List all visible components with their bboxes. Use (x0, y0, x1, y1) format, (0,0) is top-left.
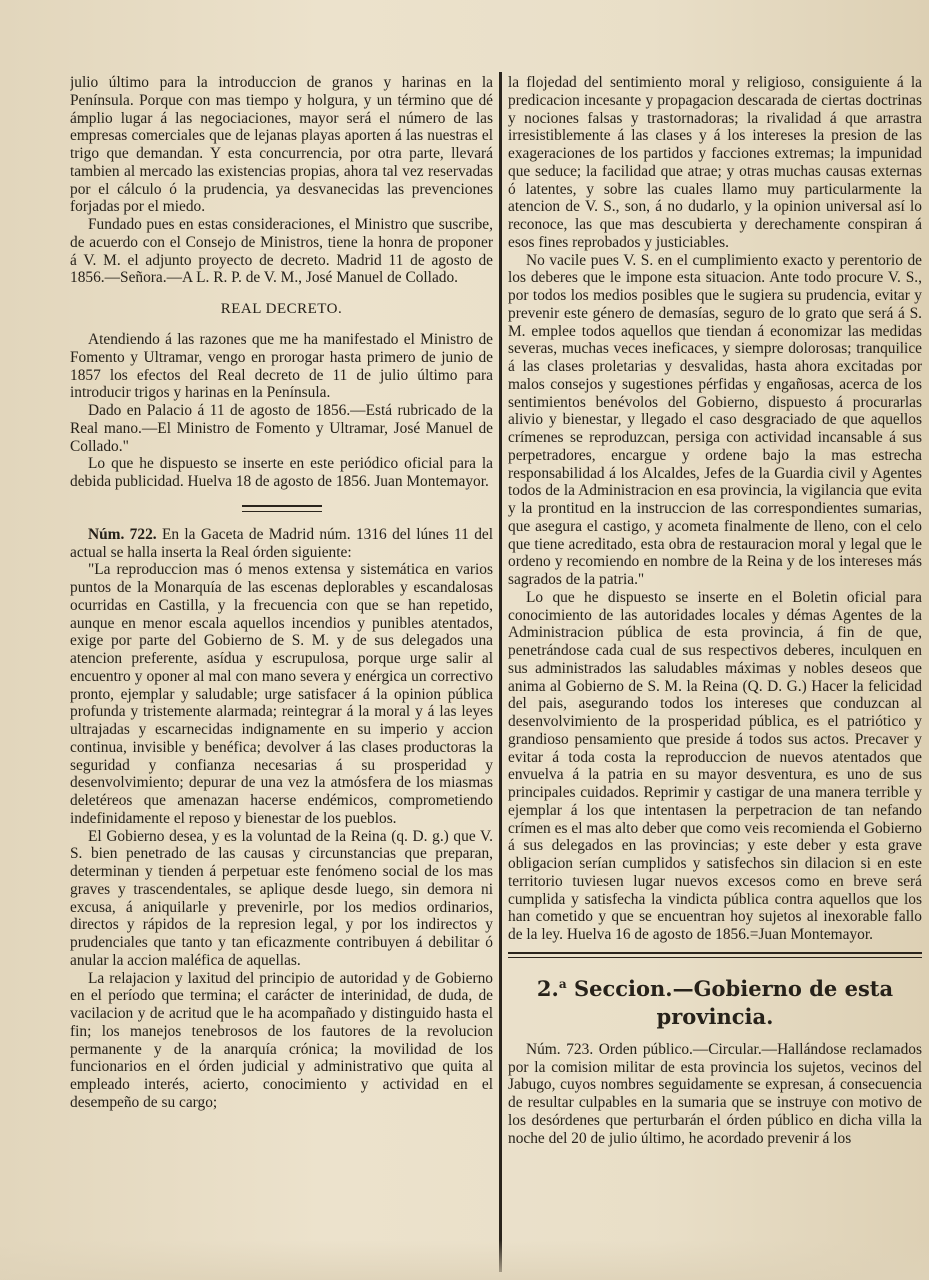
section-superscript: a (558, 976, 567, 991)
right-column (508, 74, 922, 1147)
paragraph-decree-signature: Dado en Palacio á 11 de agosto de 1856.—Está rubricado de la Real mano.—El Ministro de Fomento y Ultramar, José Manuel de Collado." (70, 402, 493, 455)
scan-bottom-shadow (0, 1240, 929, 1280)
paragraph-causes-continued: la flojedad del sentimiento moral y religioso, consiguiente á la predicacion incesante y propagacion descarada de ciertas doctrinas y nociones falsas y trastornadoras; la rivalidad á que arrastra irresistiblemente á las clases y á los intereses la presion de las exageraciones de los partidos y facciones extremas; la impunidad que seduce; la facilidad que atrae; y otras muchas causas externas ó latentes, y sobre las cuales llamo muy particularmente la atencion de V. S., son, á no dudarlo, y la opinion universal así lo reconoce, las que mas descubierta y derechamente conspiran á esos fines reprobados y justiciables. (508, 74, 922, 251)
paragraph-government-wish: El Gobierno desea, y es la voluntad de la Reina (q. D. g.) que V. S. bien penetrado de las causas y circunstancias que preparan, determinan y tienden á perpetuar este fenómeno social de los mas graves y trascendentales, se aplique desde luego, sin demora ni excusa, á aniquilarle y prevenirle, por los medios ordinarios, directos y rápidos de la represion legal, y por los indirectos y prudenciales que tanto y tan eficazmente contribuyen á debilitar ó anular la accion maléfica de aquellas. (70, 827, 493, 969)
num-722-text: En la Gaceta de Madrid núm. 1316 del lúnes 11 del actual se halla inserta la Real órden siguiente: (70, 525, 493, 561)
paragraph-num-722 (70, 526, 493, 562)
heading-real-decreto: REAL DECRETO. (220, 301, 343, 317)
paragraph-causes-list: La relajacion y laxitud del principio de autoridad y de Gobierno en el período que termina; el carácter de interinidad, de duda, de vacilacion y de acritud que le ha acompañado y distinguido hasta el fin; los manejos tenebrosos de los fautores de la revolucion permanente y de la anarquía crónica; la movilidad de los funcionarios en el órden judicial y administrativo que quita al empleado interés, acierto, conocimiento y actividad en el desempeño de su cargo; (70, 969, 493, 1111)
item-number-722: Núm. 722. (88, 525, 157, 543)
item-number-723: Núm. 723. (526, 1040, 594, 1058)
paragraph-publication-order: Lo que he dispuesto se inserte en este periódico oficial para la debida publicidad. Huelva 18 de agosto de 1856. Juan Montemayor. (70, 455, 493, 490)
section-number: 2. (536, 975, 559, 1001)
section-rule (508, 952, 922, 958)
left-column (70, 74, 493, 1112)
separator-rule (242, 505, 322, 512)
paragraph-num-723 (508, 1041, 922, 1148)
column-divider (499, 72, 502, 1272)
section-heading (508, 970, 922, 1031)
section-title-text: Seccion.—Gobierno de esta provincia. (573, 975, 894, 1029)
paragraph-minister-proposal: Fundado pues en estas consideraciones, el Ministro que suscribe, de acuerdo con el Consejo de Ministros, tiene la honra de proponer á V. M. el adjunto proyecto de decreto. Madrid 11 de agosto de 1856.—Señora.—A L. R. P. de V. M., José Manuel de Collado. (70, 216, 493, 287)
paragraph-grain-import: julio último para la introduccion de granos y harinas en la Península. Porque con mas tiempo y holgura, y un término que dé ámplio lugar á las negociaciones, mayor será el número de las empresas comerciales que de lejanas playas aporten á las nuestras el trigo que demandan. Y esta concurrencia, por otra parte, llevará tambien al mercado las existencias propias, ahora tal vez reservadas por el cálculo ó la prudencia, ya desvanecidas las prevenciones forjadas por el miedo. (70, 74, 493, 216)
paragraph-boletin-order: Lo que he dispuesto se inserte en el Boletin oficial para conocimiento de las autoridades locales y démas Agentes de la Administracion pública de esta provincia, á fin de que, penetrándose cada cual de sus respectivos deberes, inculquen en sus administrados las saludables máximas y nobles deseos que anima al Gobierno de S. M. la Reina (Q. D. G.) Hacer la felicidad del pais, asegurando todos los intereses que conduzcan al desenvolvimiento de la prosperidad pública, es el patriótico y grandioso pensamiento que preside á todos sus actos. Precaver y evitar á toda costa la reproduccion de nuevos atentados que envuelva á la patria en su mayor desventura, es uno de sus principales cuidados. Reprimir y castigar de una manera terrible y ejemplar á los que intentasen la perpetracion de tan nefando crímen es el mas alto deber que como veis recomienda el Gobierno á sus delegados en las provincias; y este deber y esta grave obligacion serían cumplidos y satisfechos sin dilacion si en este territorio tuviesen lugar nuevos excesos como en breve será cumplida y satisfecha la vindicta pública contra aquellos que los han cometido y que se encuentran hoy sujetos al inexorable fallo de la ley. Huelva 16 de agosto de 1856.=Juan Montemayor. (508, 588, 922, 943)
paragraph-duties: No vacile pues V. S. en el cumplimiento exacto y perentorio de los deberes que le impone esta situacion. Ante todo procure V. S., por todos los medios posibles que le sugiera su prudencia, evitar y prevenir este género de demasías, seguro de lo grato que será á S. M. emplee todos aquellos que tiendan á economizar las medidas severas, muchas veces ineficaces, y siempre dolorosas; tranquilice á las clases proletarias y desvalidas, hasta ahora excitadas por malos consejos y sugestiones pérfidas y engañosas, acerca de los sentimientos benévolos del Gobierno, dispuesto á procurarlas alivio y bienestar, y llegado el caso desgraciado de que aquellos crímenes se reproduzcan, persiga con actividad incansable á sus perpetradores, encargue y ordene bajo la mas estrecha responsabilidad á los Alcaldes, Jefes de la Guardia civil y Agentes todos de la Administracion en esa provincia, la vigilancia que evita y la prontitud en la instruccion de las correspondientes sumarias, que asegura el castigo, y acometa finalmente de lleno, con el celo que tiene acreditado, esta obra de restauracion moral y legal que le ordeno y recomiendo en nombre de la Reina y de los intereses más sagrados de la patria." (508, 251, 922, 588)
num-723-text: Orden público.—Circular.—Hallándose reclamados por la comision militar de esta provincia los sujetos, vecinos del Jabugo, cuyos nombres seguidamente se expresan, á consecuencia de resultar culpables en la sumaria que se instruye con motivo de los desórdenes que perturbarán el órden público en dicha villa la noche del 20 de julio último, he acordado prevenir á los (508, 1040, 922, 1147)
paragraph-decree-text: Atendiendo á las razones que me ha manifestado el Ministro de Fomento y Ultramar, vengo en prorogar hasta primero de junio de 1857 los efectos del Real decreto de 11 de julio último para introducir trigos y harinas en la Península. (70, 331, 493, 402)
paragraph-royal-order-intro: "La reproduccion mas ó menos extensa y sistemática en varios puntos de la Monarquía de las escenas deplorables y escandalosas ocurridas en Castilla, y la frecuencia con que se han repetido, aunque en menor escala aquellos incendios y punibles atentados, exige por parte del Gobierno de S. M. y de sus delegados una atencion preferente, asídua y escrupulosa, porque urge salir al encuentro y oponer al mal con mano severa y enérgica un correctivo pronto, ejemplar y saludable; urge satisfacer á la opinion pública profunda y tristemente alarmada; reintegrar á la moral y á las leyes ultrajadas y escarnecidas indignamente en su imperio y accion continua, invisible y benéfica; devolver á las clases productoras la seguridad y confianza necesarias á su prosperidad y desenvolvimiento; depurar de una vez la atmósfera de los miasmas deletéreos que amenazan hacerse endémicos, comprometiendo indefinidamente el reposo y bienestar de los pueblos. (70, 561, 493, 827)
